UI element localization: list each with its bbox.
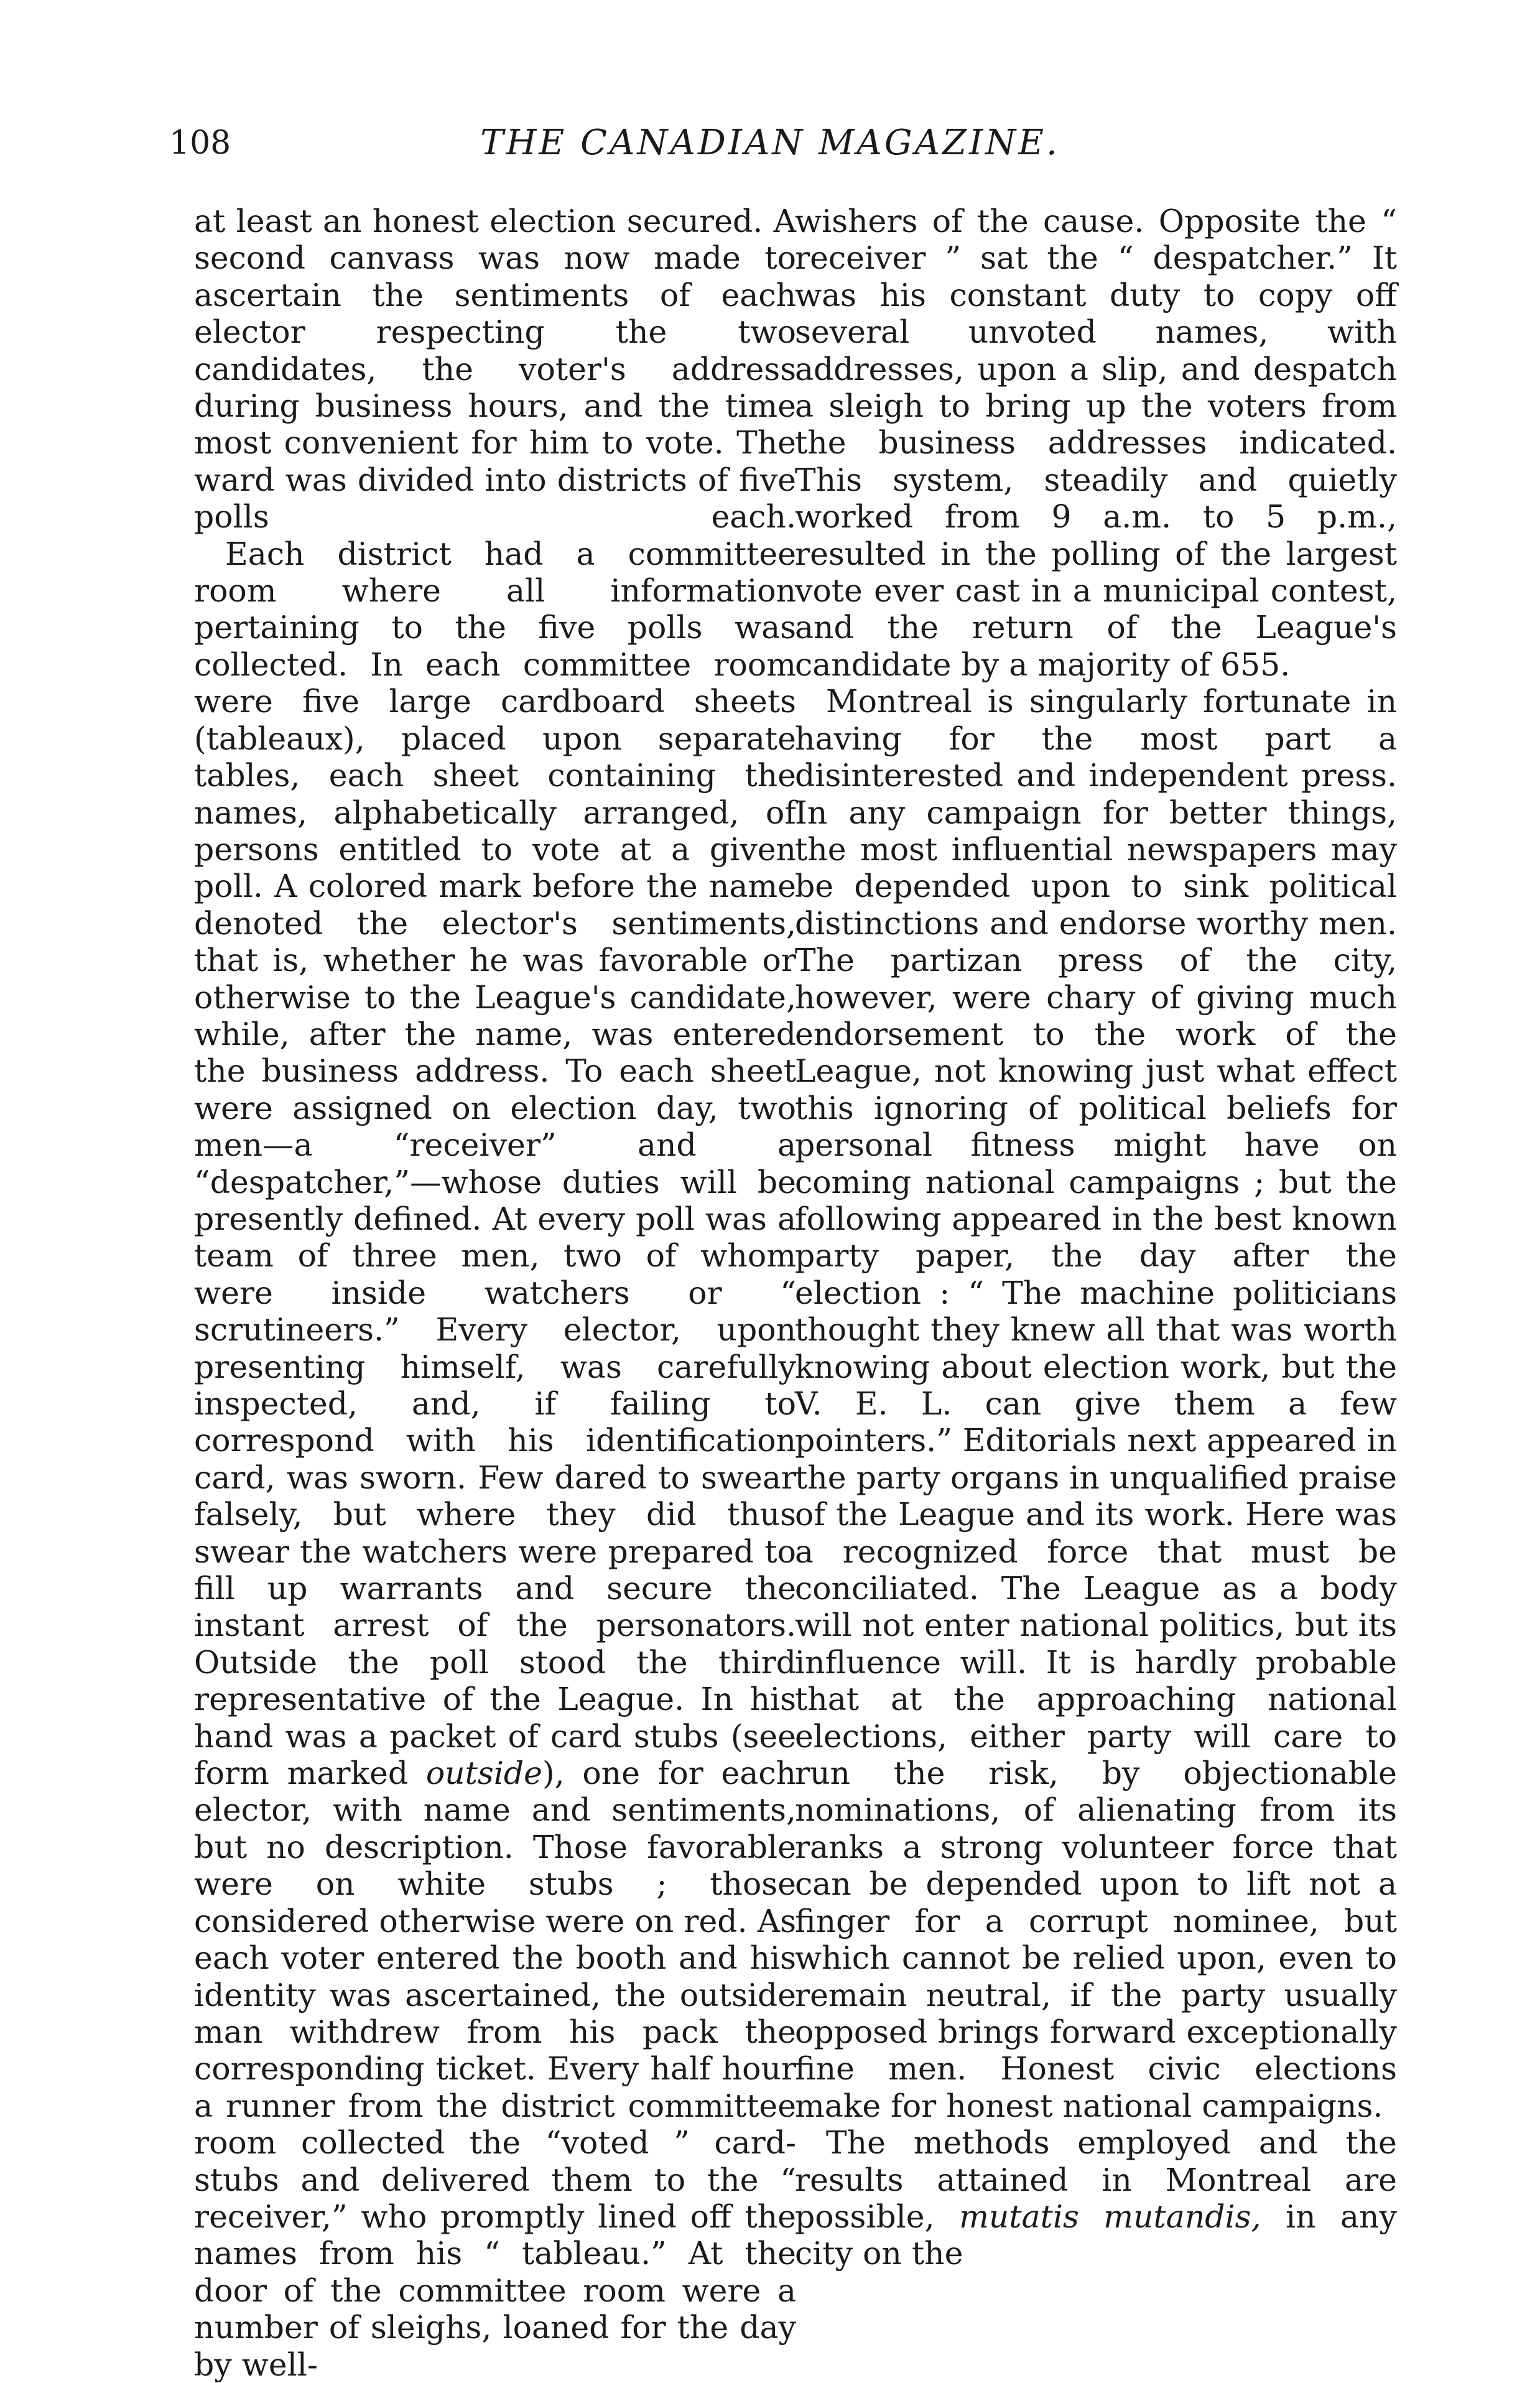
paragraph [795,2124,1397,2272]
paragraph: at least an honest election secured. A second canvass was now made to ascertain the sentiments of each elector respecting the two candidates, the voter's address during business hours, and the time most convenient for him to vote. The ward was divided into districts of five polls each. [194,203,796,536]
right-column [795,203,1397,2272]
paragraph-text: Each district had a committee room where all information pertaining to the five polls was collected. In each committee room were five large cardboard sheets (tableaux), placed upon separate tables, each sheet containing the names, alphabetically arranged, of persons entitled to vote at a given poll. A colored mark before the name denoted the elector's sentiments, that is, whether he was favorable or otherwise to the League's candidate, while, after the name, was entered the business address. To each sheet were assigned on election day, two men—a “receiver” and a “despatcher,”—whose duties will be presently defined. At every poll was a team of three men, two of whom were inside watchers or “ scrutineers.” Every elector, upon presenting himself, was carefully inspected, and, if failing to correspond with his identification card, was sworn. Few dared to swear falsely, but where they did thus swear the watchers were prepared to fill up warrants and secure the instant arrest of the personators. Outside the poll stood the third representative of the League. In his hand was a packet of card stubs (see form marked [194,535,796,1792]
paragraph [194,536,796,2383]
left-column [194,203,796,2383]
paragraph: wishers of the cause. Opposite the “ receiver ” sat the “ despatcher.” It was his constant duty to copy off several unvoted names, with addresses, upon a slip, and despatch a sleigh to bring up the voters from the business addresses indicated. This system, steadily and quietly worked from 9 a.m. to 5 p.m., resulted in the polling of the largest vote ever cast in a municipal contest, and the return of the League's candidate by a majority of 655. [795,203,1397,683]
italic-term: outside [425,1755,542,1792]
page-number: 108 [169,124,231,162]
running-title: THE CANADIAN MAGAZINE. [480,123,1060,163]
paragraph-text: in any city on the [795,2198,1397,2272]
italic-term: mutatis mutandis, [959,2198,1261,2235]
paragraph-text: ), one for each elector, with name and sentiments, but no description. Those favorable were on white stubs ; those considered otherwise were on red. As each voter entered the booth and his identity was ascertained, the outside man withdrew from his pack the corresponding ticket. Every half hour a runner from the district committee room collected the “voted ” card-stubs and delivered them to the “ receiver,” who promptly lined off the names from his “ tableau.” At the door of the committee room were a number of sleighs, loaned for the day by well- [194,1755,796,2383]
paragraph: Montreal is singularly fortunate in having for the most part a disinterested and independent press. In any campaign for better things, the most influential newspapers may be depended upon to sink political distinctions and endorse worthy men. The partizan press of the city, however, were chary of giving much endorsement to the work of the League, not knowing just what effect this ignoring of political beliefs for personal fitness might have on coming national campaigns ; but the following appeared in the best known party paper, the day after the election : “ The machine politicians thought they knew all that was worth knowing about election work, but the V. E. L. can give them a few pointers.” Editorials next appeared in the party organs in unqualified praise of the League and its work. Here was a recognized force that must be conciliated. The League as a body will not enter national politics, but its influence will. It is hardly probable that at the approaching national elections, either party will care to run the risk, by objectionable nominations, of alienating from its ranks a strong volunteer force that can be depended upon to lift not a finger for a corrupt nominee, but which cannot be relied upon, even to remain neutral, if the party usually opposed brings forward exceptionally fine men. Honest civic elections make for honest national campaigns. [795,683,1397,2124]
paragraph-text: The methods employed and the results attained in Montreal are possible, [795,2124,1397,2235]
